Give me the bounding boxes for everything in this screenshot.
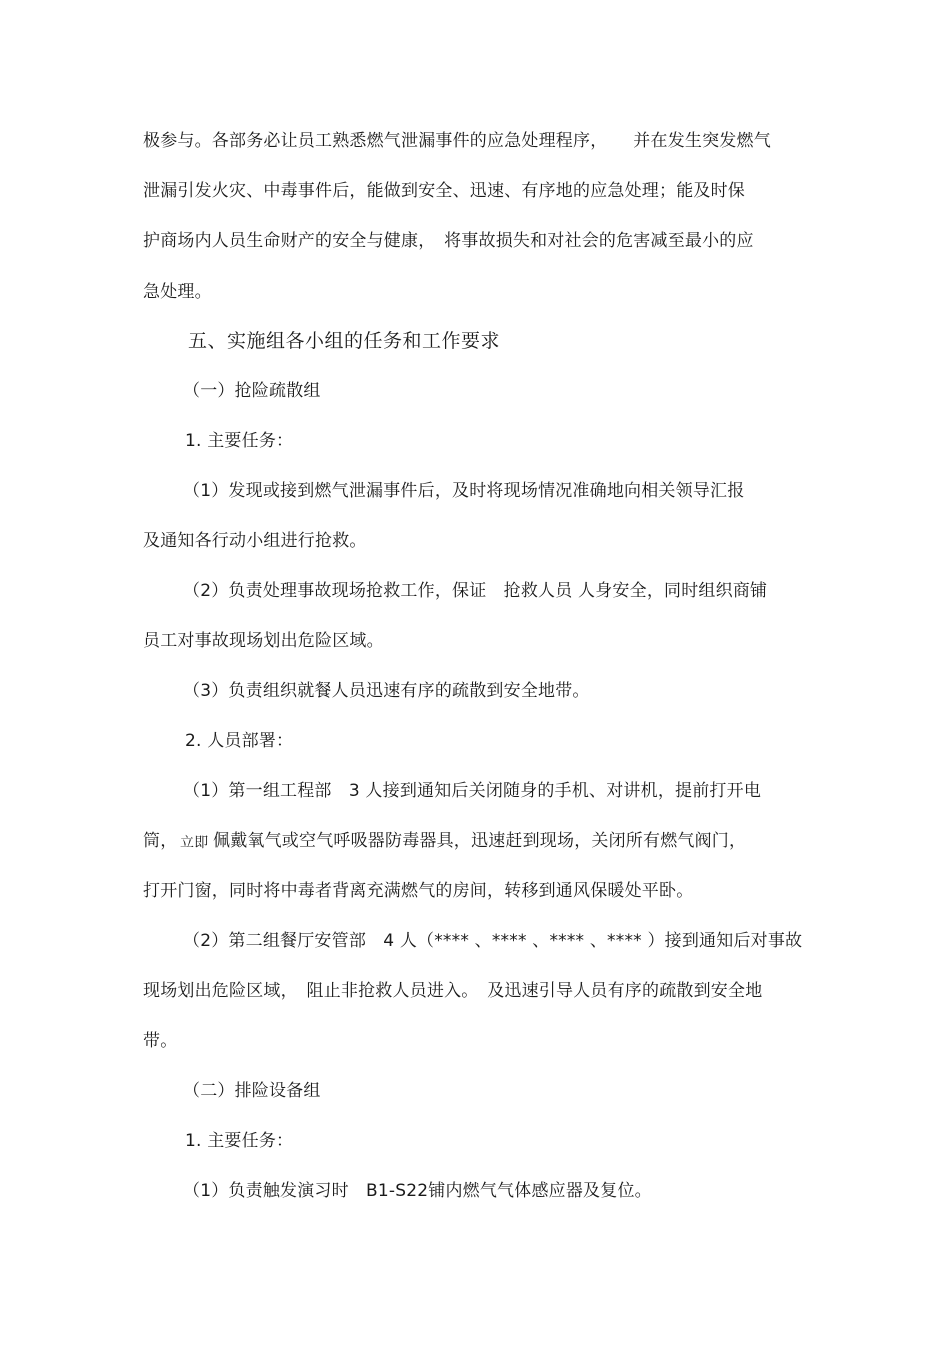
text-line: （1）发现或接到燃气泄漏事件后，及时将现场情况准确地向相关领导汇报: [183, 481, 745, 501]
item-heading: 1. 主要任务：: [185, 431, 294, 451]
subsection-heading: （一）抢险疏散组: [183, 381, 321, 401]
section-heading: 五、实施组各小组的任务和工作要求: [188, 330, 501, 352]
text-line: 急处理。: [143, 282, 212, 302]
text-line: 现场划出危险区域， 阻止非抢救人员进入。 及迅速引导人员有序的疏散到安全地: [143, 981, 763, 1001]
text-line: （1）第一组工程部 3 人接到通知后关闭随身的手机、对讲机，提前打开电: [183, 781, 762, 801]
text-line-continued: 佩戴氧气或空气呼吸器防毒器具，迅速赶到现场，关闭所有燃气阀门，: [213, 831, 747, 851]
text-line: （2）负责处理事故现场抢救工作，保证 抢救人员 人身安全，同时组织商铺: [183, 581, 768, 601]
subsection-heading: （二）排险设备组: [183, 1081, 321, 1101]
item-heading: 1. 主要任务：: [185, 1131, 294, 1151]
text-line: 泄漏引发火灾、中毒事件后，能做到安全、迅速、有序地的应急处理；能及时保: [143, 181, 745, 201]
text-line: 打开门窗，同时将中毒者背离充满燃气的房间，转移到通风保暖处平卧。: [143, 881, 694, 901]
text-line: （3）负责组织就餐人员迅速有序的疏散到安全地带。: [183, 681, 590, 701]
text-line-start: 筒，: [143, 831, 178, 851]
text-line: 护商场内人员生命财产的安全与健康， 将事故损失和对社会的危害减至最小的应: [143, 231, 754, 251]
text-line: 带。: [143, 1031, 178, 1051]
text-line: （2）第二组餐厅安管部 4 人（**** 、**** 、**** 、**** ）接到通知后对事故: [183, 931, 803, 951]
text-small-inline: 立即: [180, 835, 209, 851]
text-line: 员工对事故现场划出危险区域。: [143, 631, 384, 651]
text-line: 极参与。各部务必让员工熟悉燃气泄漏事件的应急处理程序， 并在发生突发燃气: [143, 131, 771, 151]
item-heading: 2. 人员部署：: [185, 731, 294, 751]
text-line: （1）负责触发演习时 B1-S22铺内燃气气体感应器及复位。: [183, 1181, 652, 1201]
text-line: 及通知各行动小组进行抢救。: [143, 531, 367, 551]
